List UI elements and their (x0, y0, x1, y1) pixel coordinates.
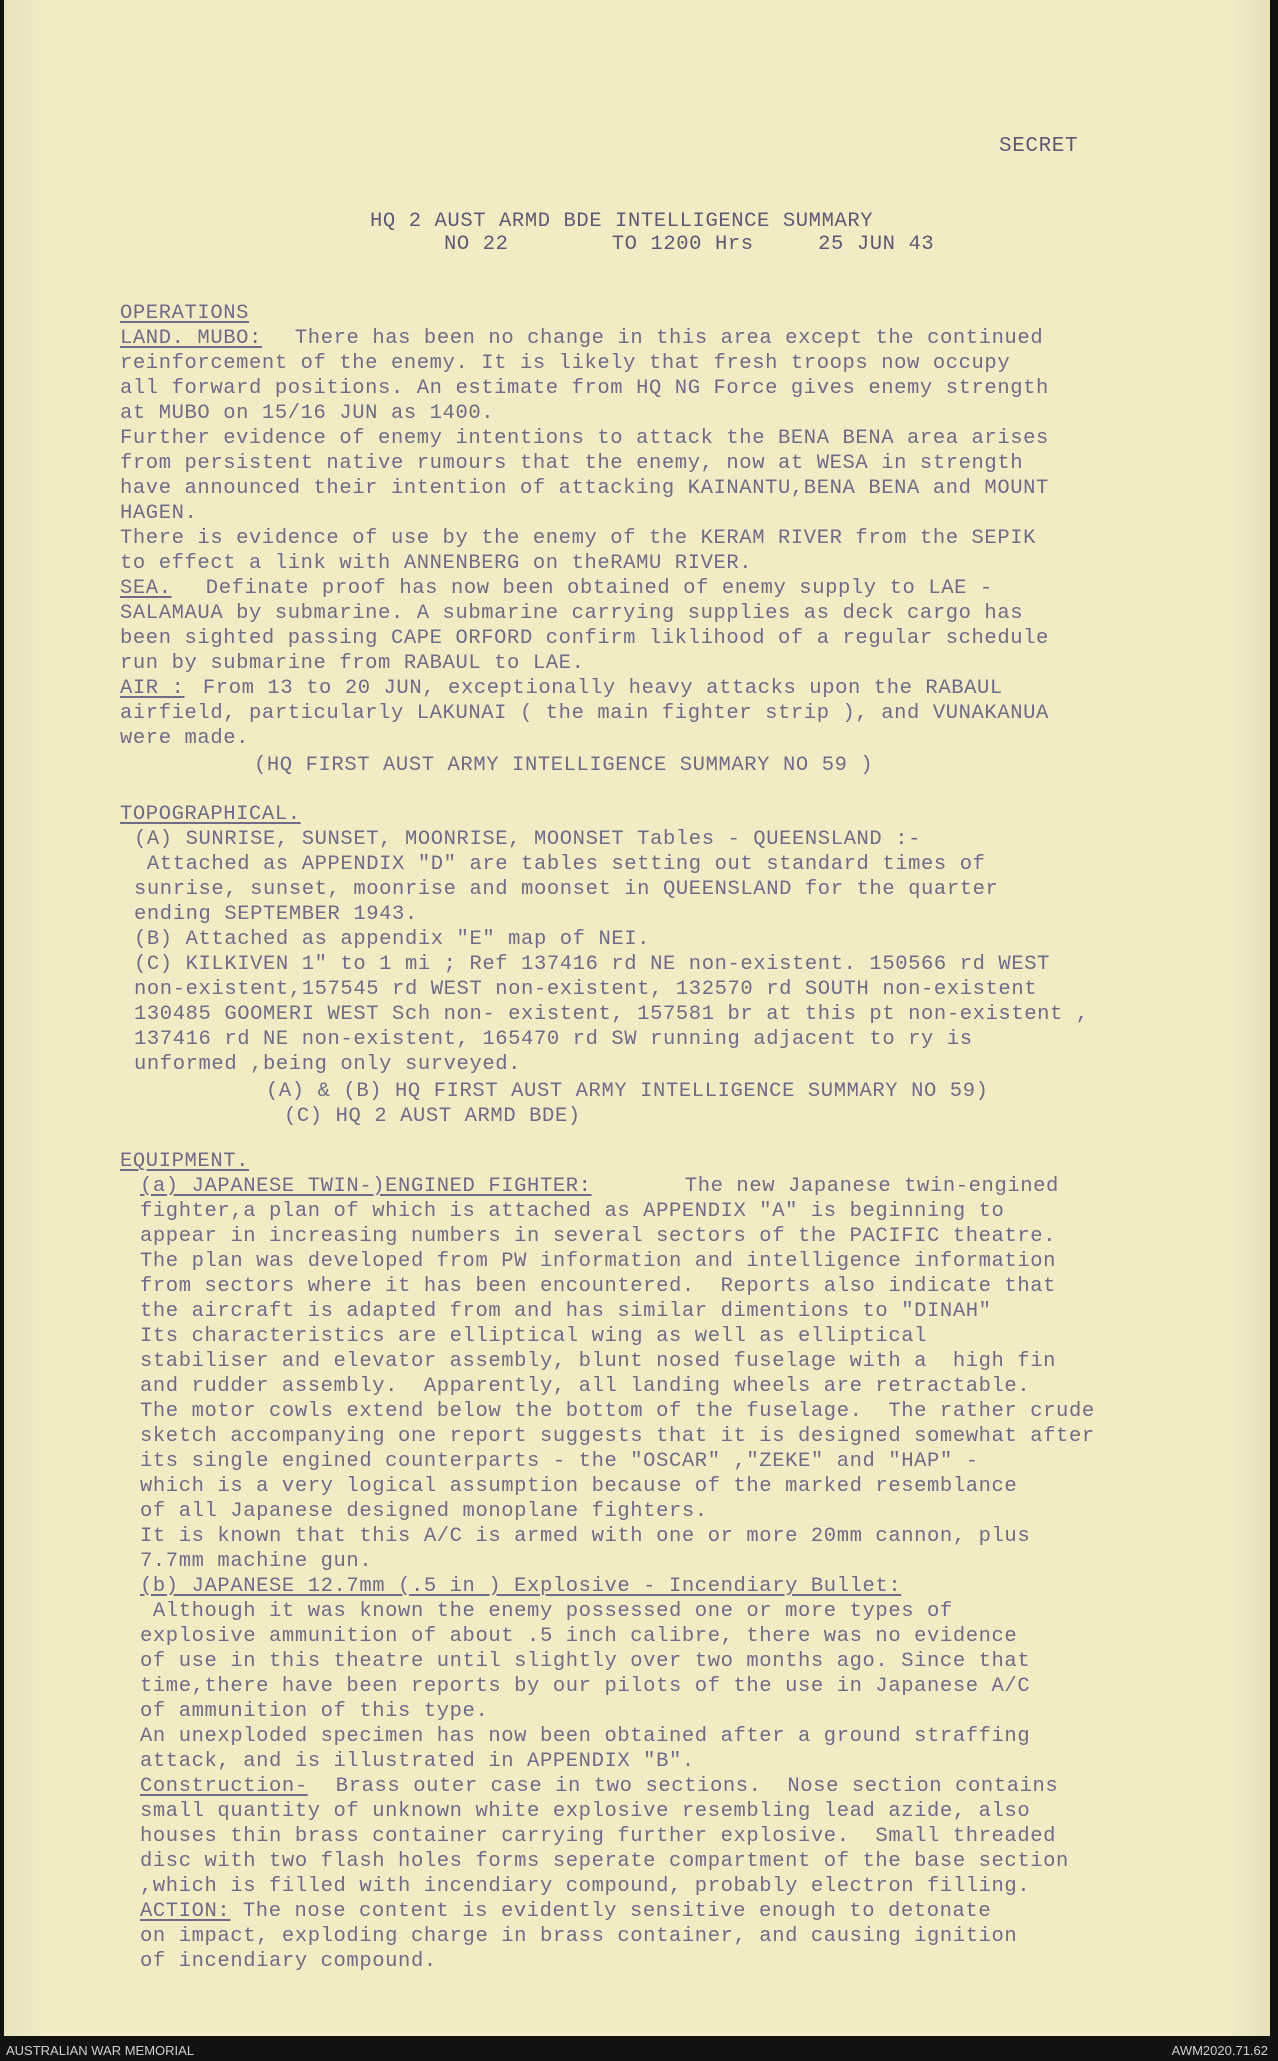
topographical-line: (B) Attached as appendix "E" map of NEI. (134, 928, 651, 951)
operations-line: HAGEN. (120, 502, 198, 525)
topographical-line: ending SEPTEMBER 1943. (134, 903, 418, 926)
operations-line: from persistent native rumours that the enemy, now at WESA in strength (120, 452, 1024, 475)
air-line: were made. (120, 727, 250, 750)
topographical-source: (A) & (B) HQ FIRST AUST ARMY INTELLIGENCE SUMMARY NO 59) (266, 1080, 989, 1103)
document-subtitle: NO 22 TO 1200 Hrs 25 JUN 43 (444, 233, 935, 256)
equipment-a-line: its single engined counterparts - the "OSCAR" ,"ZEKE" and "HAP" - (140, 1450, 979, 1473)
topographical-line: 130485 GOOMERI WEST Sch non- existent, 157581 br at this pt non-existent , (134, 1003, 1089, 1026)
construction-line: small quantity of unknown white explosive resembling lead azide, also (140, 1800, 1031, 1823)
equipment-a-line: appear in increasing numbers in several sectors of the PACIFIC theatre. (140, 1225, 1057, 1248)
equipment-a-line: The new Japanese twin-engined (659, 1175, 1059, 1198)
operations-heading: OPERATIONS (120, 302, 250, 325)
topographical-source: (C) HQ 2 AUST ARMD BDE) (284, 1105, 581, 1128)
topographical-line: (C) KILKIVEN 1" to 1 mi ; Ref 137416 rd NE non-existent. 150566 rd WEST (134, 953, 1051, 976)
operations-line: to effect a link with ANNENBERG on theRAMU RIVER. (120, 552, 753, 575)
air-line: From 13 to 20 JUN, exceptionally heavy attacks upon the RABAUL (190, 677, 1003, 700)
equipment-b-line: Although it was known the enemy possessed one or more types of (140, 1600, 953, 1623)
equipment-b-line: time,there have been reports by our pilots of the use in Japanese A/C (140, 1675, 1031, 1698)
sea-line: been sighted passing CAPE ORFORD confirm liklihood of a regular schedule (120, 627, 1049, 650)
action-line: on impact, exploding charge in brass container, and causing ignition (140, 1925, 1018, 1948)
equipment-a-line: and rudder assembly. Apparently, all landing wheels are retractable. (140, 1375, 1031, 1398)
air-label: AIR : (120, 677, 185, 700)
equipment-a-line: The motor cowls extend below the bottom of the fuselage. The rather crude (140, 1400, 1095, 1423)
operations-line: There is evidence of use by the enemy of the KERAM RIVER from the SEPIK (120, 527, 1037, 550)
equipment-a-line: which is a very logical assumption because of the marked resemblance (140, 1475, 1018, 1498)
document-page (4, 0, 1270, 2036)
operations-line: reinforcement of the enemy. It is likely that fresh troops now occupy (120, 352, 1011, 375)
sea-line: run by submarine from RABAUL to LAE. (120, 652, 585, 675)
sea-label: SEA. (120, 577, 172, 600)
equipment-a-line: Its characteristics are elliptical wing as well as elliptical (140, 1325, 928, 1348)
construction-label: Construction- (140, 1775, 308, 1798)
operations-line: at MUBO on 15/16 JUN as 1400. (120, 402, 495, 425)
document-title: HQ 2 AUST ARMD BDE INTELLIGENCE SUMMARY (370, 210, 874, 233)
land-label: LAND. MUBO: (120, 327, 262, 350)
operations-line: There has been no change in this area except the continued (282, 327, 1044, 350)
equipment-b-line: explosive ammunition of about .5 inch calibre, there was no evidence (140, 1625, 1018, 1648)
sea-line: SALAMAUA by submarine. A submarine carrying supplies as deck cargo has (120, 602, 1024, 625)
classification-label: SECRET (999, 135, 1079, 158)
equipment-a-line: stabiliser and elevator assembly, blunt nosed fuselage with a high fin (140, 1350, 1057, 1373)
action-line: of incendiary compound. (140, 1950, 437, 1973)
equipment-a-line: of all Japanese designed monoplane fighters. (140, 1500, 708, 1523)
equipment-b-line: of use in this theatre until slightly over two months ago. Since that (140, 1650, 1031, 1673)
topographical-heading: TOPOGRAPHICAL. (120, 803, 301, 826)
air-line: airfield, particularly LAKUNAI ( the main fighter strip ), and VUNAKANUA (120, 702, 1049, 725)
equipment-a-line: The plan was developed from PW information and intelligence information (140, 1250, 1057, 1273)
action-label: ACTION: (140, 1900, 231, 1923)
equipment-b-line: An unexploded specimen has now been obtained after a ground straffing (140, 1725, 1031, 1748)
construction-line: Brass outer case in two sections. Nose section contains (310, 1775, 1059, 1798)
topographical-line: Attached as APPENDIX "D" are tables setting out standard times of (134, 853, 986, 876)
operations-line: all forward positions. An estimate from HQ NG Force gives enemy strength (120, 377, 1049, 400)
archive-reference: AWM2020.71.62 (1171, 2043, 1268, 2058)
equipment-a-line: sketch accompanying one report suggests that it is designed somewhat after (140, 1425, 1095, 1448)
action-line: The nose content is evidently sensitive enough to detonate (230, 1900, 992, 1923)
equipment-b-line: attack, and is illustrated in APPENDIX "B". (140, 1750, 695, 1773)
topographical-line: unformed ,being only surveyed. (134, 1053, 522, 1076)
equipment-a-line: It is known that this A/C is armed with one or more 20mm cannon, plus (140, 1525, 1031, 1548)
equipment-a-line: the aircraft is adapted from and has similar dimentions to "DINAH" (140, 1300, 992, 1323)
topographical-line: 137416 rd NE non-existent, 165470 rd SW running adjacent to ry is (134, 1028, 973, 1051)
construction-line: ,which is filled with incendiary compound, probably electron filling. (140, 1875, 1031, 1898)
equipment-a-line: from sectors where it has been encountered. Reports also indicate that (140, 1275, 1057, 1298)
operations-line: Further evidence of enemy intentions to attack the BENA BENA area arises (120, 427, 1049, 450)
topographical-line: sunrise, sunset, moonrise and moonset in QUEENSLAND for the quarter (134, 878, 999, 901)
equipment-a-label: (a) JAPANESE TWIN-)ENGINED FIGHTER: (140, 1175, 592, 1198)
topographical-line: non-existent,157545 rd WEST non-existent, 132570 rd SOUTH non-existent (134, 978, 1038, 1001)
operations-source: (HQ FIRST AUST ARMY INTELLIGENCE SUMMARY NO 59 ) (254, 754, 874, 777)
equipment-heading: EQUIPMENT. (120, 1150, 250, 1173)
sea-line: Definate proof has now been obtained of enemy supply to LAE - (180, 577, 993, 600)
equipment-b-line: of ammunition of this type. (140, 1700, 489, 1723)
equipment-a-line: fighter,a plan of which is attached as APPENDIX "A" is beginning to (140, 1200, 1005, 1223)
operations-line: have announced their intention of attacking KAINANTU,BENA BENA and MOUNT (120, 477, 1049, 500)
construction-line: disc with two flash holes forms seperate compartment of the base section (140, 1850, 1069, 1873)
topographical-line: (A) SUNRISE, SUNSET, MOONRISE, MOONSET Tables - QUEENSLAND :- (134, 828, 922, 851)
equipment-b-label: (b) JAPANESE 12.7mm (.5 in ) Explosive - Incendiary Bullet: (140, 1575, 902, 1598)
archive-footer (0, 2039, 1278, 2061)
equipment-a-line: 7.7mm machine gun. (140, 1550, 373, 1573)
construction-line: houses thin brass container carrying further explosive. Small threaded (140, 1825, 1057, 1848)
archive-name: AUSTRALIAN WAR MEMORIAL (6, 2043, 195, 2058)
